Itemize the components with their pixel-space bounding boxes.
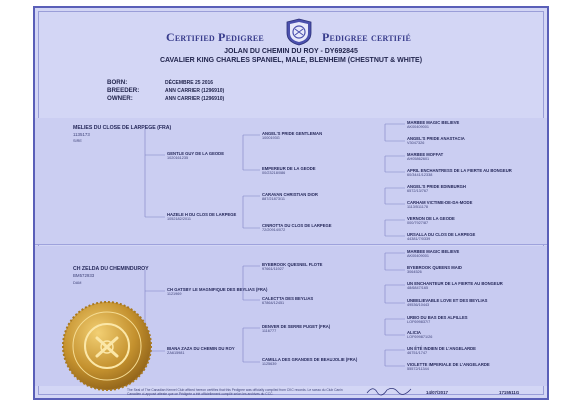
dam-g4-5-name: URBO DU BAS DES ALPILLES — [407, 315, 468, 320]
sire-g4-4-reg: 60/3441/12338 — [407, 173, 433, 177]
sire-g4-3-reg: AH05862601 — [407, 157, 430, 161]
owner-value: ANN CARRIER (1296910) — [165, 96, 225, 102]
dam-g4-6-reg: LOF699871/26 — [407, 335, 433, 339]
dam-name: CH ZELDA DU CHEMINDUROY — [73, 266, 149, 272]
dam-g3-4-name: CAMILLA DES GRANDES DE BEAUJOLIE (FRA) — [262, 357, 358, 362]
dam-g3-1-reg: 97661/11927 — [262, 267, 284, 271]
dam-dam-reg: ZA615981 — [167, 351, 185, 355]
gold-seal-icon — [59, 298, 155, 394]
dam-g4-7-reg: 46751/1747 — [407, 351, 428, 355]
dam-g4-2-reg: 3064526 — [407, 270, 422, 274]
dam-note: DAM — [73, 281, 82, 285]
sire-g4-8-name: URSALLA DU CLOS DE LARPEGE — [407, 232, 476, 237]
sire-reg: 1135173 — [73, 132, 90, 137]
born-label: BORN: — [107, 79, 128, 86]
sire-g4-3-name: MARBEE MOFFAT — [407, 152, 444, 157]
dam-g4-2-name: BYEBROOK QUEENS MAID — [407, 265, 462, 270]
dog-name-line: JOLAN DU CHEMIN DU ROY - DY692845 — [224, 48, 358, 55]
sire-sire-name: GENTLE GUY DE LA GEODE — [167, 151, 225, 156]
pedigree-certificate — [33, 6, 549, 400]
dam-g4-6-name: ALICIA — [407, 330, 421, 335]
dam-g4-4-reg: 49536/10443 — [407, 303, 430, 307]
sire-g3-3-reg: 887/21873/11 — [262, 197, 285, 201]
sire-g4-8-reg: 44381/7/0339 — [407, 237, 431, 241]
sire-g4-2-reg: V3047326 — [407, 141, 425, 145]
sire-g3-4-reg: 72/20914/072 — [262, 228, 286, 232]
dam-reg: BM572933 — [73, 273, 95, 278]
certification-footer-text: The Seal of The Canadian Kennel Club affixed hereon certifies that this Pedigree was officially compiled from CKC records. Le sceau du Club Canin Canadien ci-apposé atteste que ce Pédigrée a été officiellement compilé selon les archives du CCC. — [127, 388, 343, 396]
owner-label: OWNER: — [107, 95, 133, 102]
dam-g4-1-reg: AK00409001 — [407, 254, 429, 258]
dam-g3-2-name: CALECTTA DES BEYLIAS — [262, 296, 314, 301]
sire-g4-5-reg: 6572/13/767 — [407, 189, 429, 193]
dam-g4-8-name: VIOLETTE IMPERIALE DE L'ANGELARDE — [407, 362, 490, 367]
dam-g4-7-name: UN ÉTÉ INDIEN DE L'ANGELARDE — [407, 346, 476, 351]
sire-g4-1-reg: AK00409001 — [407, 125, 429, 129]
sire-g4-2-name: ANGEL'S PRIDE ANASTACIA — [407, 136, 465, 141]
title-english: Certified Pedigree — [166, 30, 264, 44]
dam-g3-3-name: DENVER DE SERRE PUGET (FRA) — [262, 324, 331, 329]
sire-g4-1-name: MARBEE MAGIC BELIEVE — [407, 120, 460, 125]
issue-date: 14/07/2017 — [426, 390, 448, 395]
dam-g4-3-reg: 48/6847/165 — [407, 286, 429, 290]
sire-g4-4-name: APRIL ENCHANTRESS DE LA FIERTE AU BONGEUR — [407, 168, 512, 173]
dam-g4-4-name: UNBELIEVABLE LOVE ET DES BEYLIAS — [407, 298, 488, 303]
dam-g4-1-name: MARBEE MAGIC BELIEVE — [407, 249, 460, 254]
dam-g3-2-reg: 67864/12451 — [262, 301, 285, 305]
sire-dam-reg: 1052182/2011 — [167, 217, 192, 221]
sire-g3-2-name: EMPEREUR DE LA GEODE — [262, 166, 316, 171]
sire-dam-name: HAZELE H DU CLOS DE LARPEGE — [167, 212, 237, 217]
sire-g4-7-name: VERNON DE LA GEODE — [407, 216, 455, 221]
sire-g4-5-name: ANGEL'S PRIDE EDINBURGH — [407, 184, 466, 189]
sire-g4-7-reg: 000/7927/87 — [407, 221, 429, 225]
dam-dam-name: BIANA ZAZA DU CHEMIN DU ROY — [167, 346, 235, 351]
born-value: DÉCEMBRE 25 2016 — [165, 80, 214, 86]
dam-sire-reg: 1121969 — [167, 292, 182, 296]
certificate-number: 1715511G — [499, 390, 520, 395]
sire-name: MELIES DU CLOSE DE LARPEGE (FRA) — [73, 125, 172, 131]
sire-g3-2-reg: 00/23218/086 — [262, 171, 286, 175]
signature-mark — [365, 383, 413, 397]
dam-g3-3-reg: 1116777 — [262, 329, 277, 333]
sire-g4-6-reg: 1113/511178 — [407, 205, 429, 209]
sire-g3-3-name: CARAVAN CHRISTIAN DIOR — [262, 192, 318, 197]
dam-g3-1-name: BYEBROOK QUESNEL FLOTE — [262, 262, 323, 267]
dog-description-line: CAVALIER KING CHARLES SPANIEL, MALE, BLENHEIM (CHESTNUT & WHITE) — [159, 57, 423, 64]
dam-g4-8-reg: 55572/11344 — [407, 367, 429, 371]
breeder-value: ANN CARRIER (1296910) — [165, 88, 225, 94]
dam-g4-5-reg: LOF699837/7 — [407, 320, 431, 324]
sire-g3-1-reg: 1000193G — [262, 136, 280, 140]
breeder-label: BREEDER: — [107, 87, 140, 94]
dam-g4-3-name: UN ENCHANTEUR DE LA FIERTE AU BONGEUR — [407, 281, 503, 286]
dam-sire-name: CH GATSBY LE MAGNIFIQUE DES BEYLIAS (FRA) — [167, 287, 268, 292]
sire-g3-4-name: CINROTTA DU CLOS DE LARPEGE — [262, 223, 332, 228]
sire-g4-6-name: CARHAM VICTIME-DE-DA-MODE — [407, 200, 473, 205]
sire-sire-reg: 1020161235 — [167, 156, 189, 160]
sire-g3-1-name: ANGEL'S PRIDE GENTLEMAN — [262, 131, 323, 136]
title-french: Pedigree certifié — [322, 30, 412, 44]
sire-note: SIRE — [73, 139, 82, 143]
dam-g3-4-reg: 1125639 — [262, 362, 277, 366]
